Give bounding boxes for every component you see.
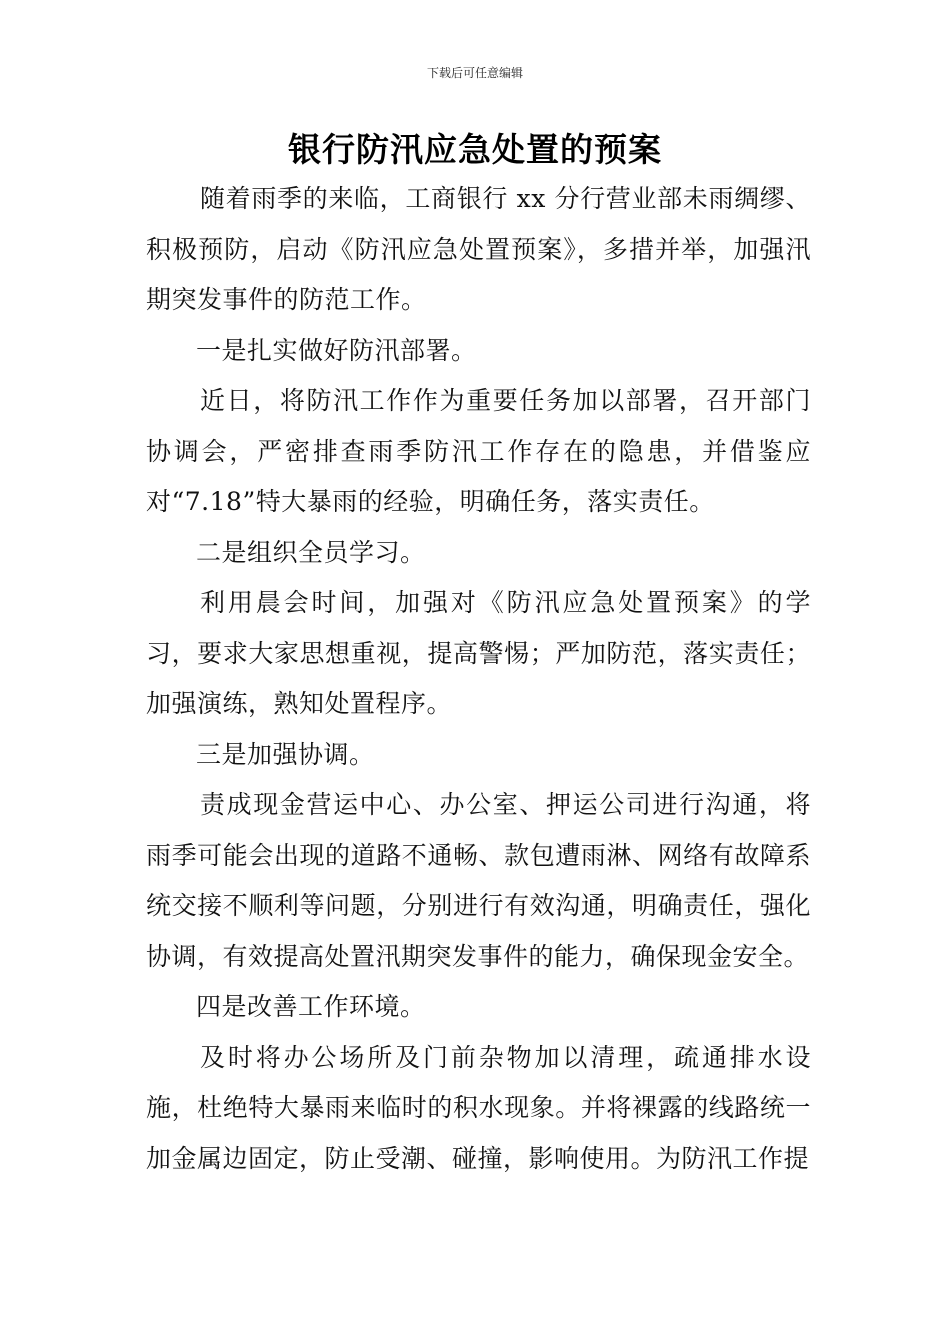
section-heading-2: 二是组织全员学习。 (196, 537, 426, 567)
document-body (146, 174, 811, 1184)
document-title: 银行防汛应急处置的预案 (288, 130, 662, 169)
section-heading-1: 一是扎实做好防汛部署。 (196, 335, 477, 365)
paragraph-section-4: 及时将办公场所及门前杂物加以清理，疏通排水设施，杜绝特大暴雨来临时的积水现象。并将裸露的线路统一加金属边固定，防止受潮、碰撞，影响使用。为防汛工作提 (146, 1042, 811, 1173)
paragraph-section-2: 利用晨会时间，加强对《防汛应急处置预案》的学习，要求大家思想重视，提高警惕；严加防范，落实责任；加强演练，熟知处置程序。 (146, 588, 811, 718)
section-heading-4: 四是改善工作环境。 (196, 992, 426, 1021)
paragraph-section-3: 责成现金营运中心、办公室、押运公司进行沟通，将雨季可能会出现的道路不通畅、款包遭雨淋、网络有故障系统交接不顺利等问题，分别进行有效沟通，明确责任，强化协调，有效提高处置汛期突发事件的能力，确保现金安全。 (146, 790, 811, 971)
header-note: 下载后可任意编辑 (426, 66, 523, 80)
paragraph-intro: 随着雨季的来临，工商银行 xx 分行营业部未雨绸缪、积极预防，启动《防汛应急处置预案》，多措并举，加强汛期突发事件的防范工作。 (146, 184, 811, 314)
paragraph-section-1: 近日，将防汛工作作为重要任务加以部署，召开部门协调会，严密排查雨季防汛工作存在的隐患，并借鉴应对“7.18”特大暴雨的经验，明确任务，落实责任。 (146, 386, 811, 516)
section-heading-3: 三是加强协调。 (196, 739, 375, 769)
